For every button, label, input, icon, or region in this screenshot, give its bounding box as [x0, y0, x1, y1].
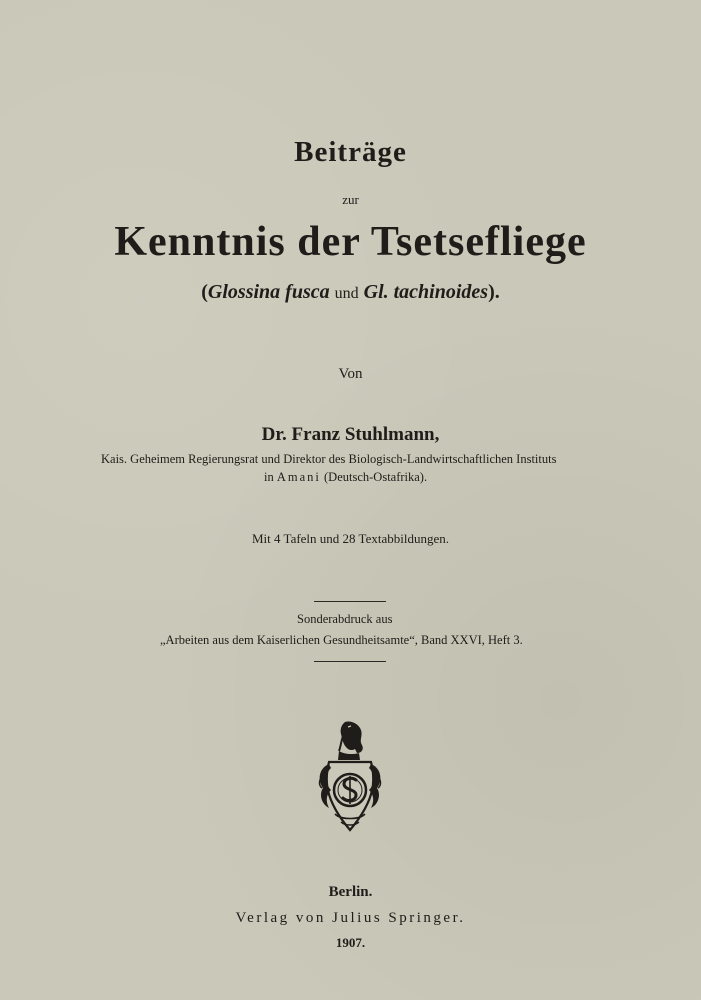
- title-line-zur: zur: [342, 192, 359, 207]
- reprint-line-1: Sonderabdruck aus: [297, 612, 393, 626]
- imprint-publisher: Verlag von Julius Springer.: [235, 910, 466, 926]
- subtitle-und: und: [334, 285, 359, 302]
- subtitle-species-2: Gl. tachinoides: [363, 281, 489, 303]
- author-name: Dr. Franz Stuhlmann,: [261, 424, 440, 445]
- author-affiliation-line-1: Kais. Geheimem Regierungsrat und Direktor des Biologisch-Landwirtschaftlichen Instituts: [101, 452, 557, 466]
- affiliation-prefix: in: [264, 470, 274, 484]
- plates-note: Mit 4 Tafeln und 28 Textabbildungen.: [251, 531, 449, 546]
- subtitle-open-paren: (: [201, 281, 208, 303]
- byline-von: Von: [338, 366, 363, 382]
- title-line-beitraege: Beiträge: [294, 136, 407, 168]
- imprint-city: Berlin.: [328, 884, 373, 900]
- affiliation-place: Amani: [276, 470, 321, 484]
- subtitle-close-paren: ).: [488, 281, 500, 303]
- reprint-line-2: „Arbeiten aus dem Kaiserlichen Gesundheitsamte“, Band XXVI, Heft 3.: [160, 633, 523, 647]
- main-title: Kenntnis der Tsetsefliege: [114, 219, 587, 265]
- divider-top: [314, 601, 386, 602]
- divider-bottom: [314, 661, 386, 662]
- subtitle-species-1: Glossina fusca: [207, 281, 330, 303]
- author-affiliation-line-2: [264, 470, 427, 485]
- imprint-year: 1907.: [335, 935, 366, 950]
- springer-horse-emblem-icon: [315, 718, 385, 838]
- affiliation-suffix: (Deutsch-Ostafrika).: [324, 470, 428, 484]
- subtitle: [0, 281, 701, 304]
